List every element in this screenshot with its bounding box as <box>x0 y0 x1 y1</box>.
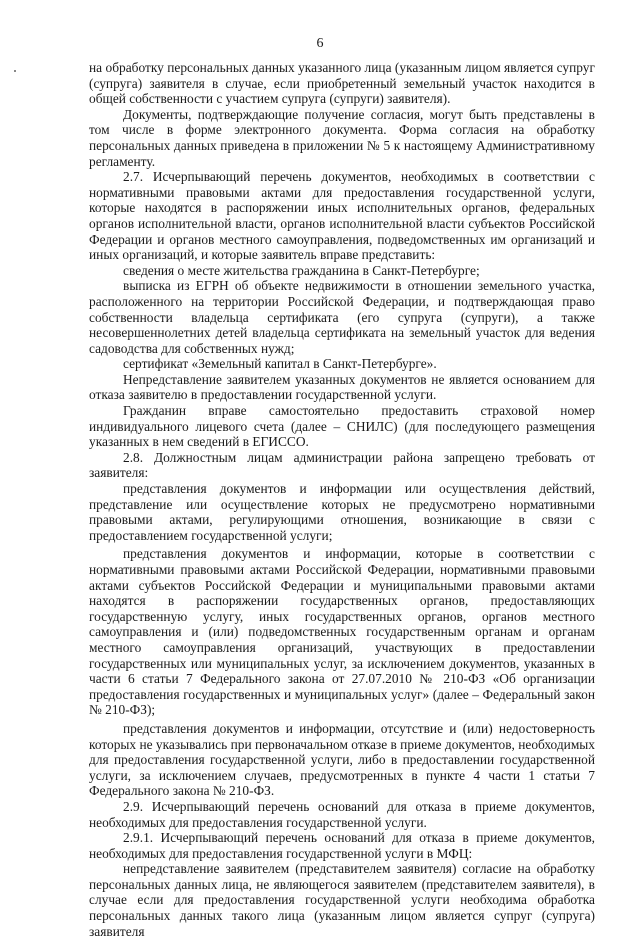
scan-speck <box>14 70 16 72</box>
paragraph-12: представления документов и информации, отсутствие и (или) недостоверность которых не указывались при первоначальном отказе в приеме документов, необходимых для предоставления государственной услуги, либо в предоставлении государственной услуги, за исключением случаев, предусмотренных в пункте 4 части 1 статьи 7 Федерального закона № 210-ФЗ. <box>89 720 595 799</box>
paragraph-2: Документы, подтверждающие получение согласия, могут быть представлены в том числе в форме электронного документа. Форма согласия на обработку персональных данных приведена в приложении № 5 к настоящему Административному регламенту. <box>89 106 595 169</box>
paragraph-9: 2.8. Должностным лицам администрации района запрещено требовать от заявителя: <box>89 449 595 481</box>
paragraph-11: представления документов и информации, которые в соответствии с нормативными правовыми актами Российской Федерации, нормативными правовыми актами субъектов Российской Федерации и муниципальными правовыми актами находятся в распоряжении государственных органов, предоставляющих государственную услугу, иных государственных органов, органов местного самоуправления и (или) подведомственных государственным органам и органам местного самоуправления организаций, участвующих в предоставлении государственных или муниципальных услуг, за исключением документов, указанных в части 6 статьи 7 Федерального закона от 27.07.2010 № 210-ФЗ «Об организации предоставления государственных и муниципальных услуг» (далее – Федеральный закон № 210-ФЗ); <box>89 546 595 718</box>
paragraph-13: 2.9. Исчерпывающий перечень оснований для отказа в приеме документов, необходимых для предоставления государственной услуги. <box>89 798 595 830</box>
paragraph-8: Гражданин вправе самостоятельно предоставить страховой номер индивидуального лицевого счета (далее – СНИЛС) (для последующего размещения указанных в нем сведений в ЕГИССО. <box>89 403 595 450</box>
paragraph-1: на обработку персональных данных указанного лица (указанным лицом является супруг (супруга) заявителя в случае, если приобретенный земельный участок находится в общей собственности с участием супруга (супруги) заявителя). <box>89 60 595 107</box>
paragraph-10: представления документов и информации или осуществления действий, представление или осуществление которых не предусмотрено нормативными правовыми актами, регулирующими отношения, возникающие в связи с предоставлением государственной услуги; <box>89 481 595 543</box>
page-number: 6 <box>316 36 324 51</box>
paragraph-5: выписка из ЕГРН об объекте недвижимости в отношении земельного участка, расположенного на территории Российской Федерации, и подтверждающая право собственности владельца сертификата (его супруга (супруги), а также несовершеннолетних детей владельца сертификата на земельный участок для ведения садоводства для собственных нужд; <box>89 278 595 356</box>
paragraph-3: 2.7. Исчерпывающий перечень документов, необходимых в соответствии с нормативными правовыми актами для предоставления государственной услуги, которые находятся в распоряжении иных исполнительных органов, федеральных органов исполнительной власти, органов исполнительной власти субъектов Российской Федерации и органов местного самоуправления, подведомственных им организаций и иных организаций, и которые заявитель вправе представить: <box>89 169 595 263</box>
paragraph-14: 2.9.1. Исчерпывающий перечень оснований для отказа в приеме документов, необходимых для предоставления государственной услуги в МФЦ: <box>89 830 595 861</box>
paragraph-15: непредставление заявителем (представителем заявителя) согласие на обработку персональных данных лица, не являющегося заявителем (представителем заявителя), в случае если для предоставления государственной услуги необходима обработка персональных данных такого лица (указанным лицом является супруг (супруга) заявителя <box>89 861 595 939</box>
paragraph-6: сертификат «Земельный капитал в Санкт-Петербурге». <box>123 356 437 372</box>
document-body <box>89 60 595 939</box>
paragraph-4: сведения о месте жительства гражданина в Санкт-Петербурге; <box>123 262 480 278</box>
paragraph-7: Непредставление заявителем указанных документов не является основанием для отказа заявителю в предоставлении государственной услуги. <box>89 371 595 403</box>
